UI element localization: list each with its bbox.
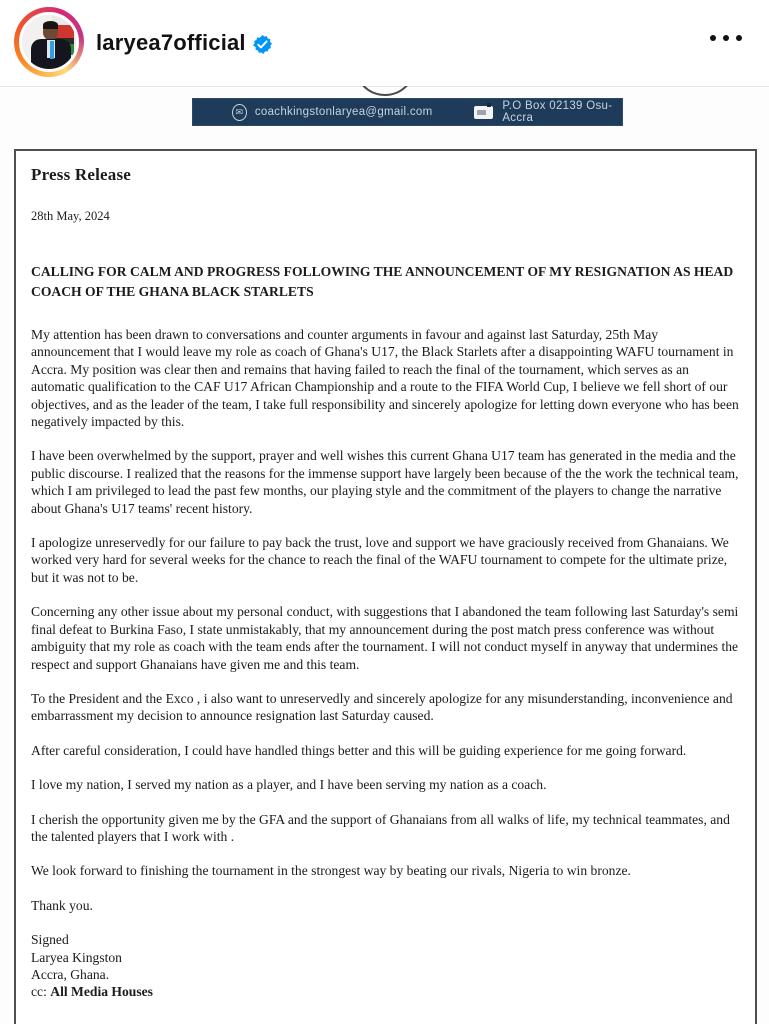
letter-paragraph: I love my nation, I served my nation as a player, and I have been serving my nation as a coach. (31, 777, 547, 793)
envelope-icon: ✉ (232, 104, 247, 121)
mailbox-icon (474, 106, 493, 119)
verified-badge-icon (253, 35, 272, 54)
letter-paragraph: Concerning any other issue about my personal conduct, with suggestions that I abandoned the team following last Saturday's semi final defeat to Burkina Faso, I state unmistakably, that my announcement during the post match press conference was without ambiguity that my role as coach with the team ends after the tournament. I will not conduct myself in anyway that undermines the respect and support Ghanaians have given me and this team. (31, 604, 739, 672)
signature-cc-line (31, 983, 740, 1000)
avatar-story-ring[interactable] (14, 7, 84, 77)
username[interactable]: laryea7official (96, 30, 246, 55)
dot (723, 35, 729, 41)
letter-title: Press Release (31, 165, 132, 184)
dot (736, 35, 742, 41)
signature-signed: Signed (31, 932, 69, 948)
signature-block (31, 931, 740, 1001)
letter-heading: CALLING FOR CALM AND PROGRESS FOLLOWING THE ANNOUNCEMENT OF MY RESIGNATION AS HEAD COACH OF THE GHANA BLACK STARLETS (31, 264, 734, 299)
cc-label: cc: (31, 984, 51, 1000)
dot (710, 35, 716, 41)
letter-date: 28th May, 2024 (31, 209, 110, 223)
cc-value: All Media Houses (50, 984, 153, 1000)
more-options-icon[interactable] (706, 31, 746, 45)
post-image[interactable] (0, 86, 769, 1024)
letter-thank-you: Thank you. (31, 897, 93, 913)
letterhead-contact-bar (192, 98, 623, 126)
contact-po-box: P.O Box 02139 Osu-Accra (502, 100, 613, 124)
letter-paragraph: After careful consideration, I could have handled things better and this will be guiding experience for me going forward. (31, 742, 687, 758)
avatar[interactable] (19, 12, 79, 72)
letter-paragraph: My attention has been drawn to conversations and counter arguments in favour and against last Saturday, 25th May announcement that I would leave my role as coach of Ghana's U17, the Black Starlets after a disappointing WAFU tournament in Accra. My position was clear then and remains that having failed to reach the final of the tournament, which serves as an automatic qualification to the CAF U17 African Championship and a route to the FIFA World Cup, I believe we fell short of our objectives, and as the leader of the team, I take full responsibility and sincerely apologize for letting down everyone who has been negatively impacted by this. (31, 327, 739, 430)
press-release-letter (14, 149, 757, 1024)
signature-location: Accra, Ghana. (31, 966, 110, 982)
letter-paragraph: We look forward to finishing the tournament in the strongest way by beating our rivals, Nigeria to win bronze. (31, 863, 631, 879)
avatar-tie (50, 41, 54, 59)
letter-paragraph: I cherish the opportunity given me by the GFA and the support of Ghanaians from all walks of life, my technical teammates, and the talented players that I work with . (31, 811, 730, 844)
signature-name: Laryea Kingston (31, 949, 122, 965)
post-header (0, 0, 769, 86)
letter-paragraph: To the President and the Exco , i also want to unreservedly and sincerely apologize for any misunderstanding, inconvenience and embarrassment my decision to announce resignation last Saturday caused. (31, 690, 733, 724)
contact-email: coachkingstonlaryea@gmail.com (254, 106, 433, 118)
letter-paragraph: I have been overwhelmed by the support, prayer and well wishes this current Ghana U17 team has generated in the media and the public discourse. I realized that the reasons for the immense support have largely been because of the the work the technical team, which I am privileged to lead the past few months, our playing style and the commitment of the players to change the narrative about Ghana's U17 teams' recent history. (31, 448, 739, 516)
letter-paragraph: I apologize unreservedly for our failure to pay back the trust, love and support we have graciously received from Ghanaians. We worked very hard for several weeks for the chance to reach the final of the WAFU tournament to compete for the ultimate prize, but it was not to be. (31, 535, 729, 585)
avatar-hair (43, 21, 58, 29)
